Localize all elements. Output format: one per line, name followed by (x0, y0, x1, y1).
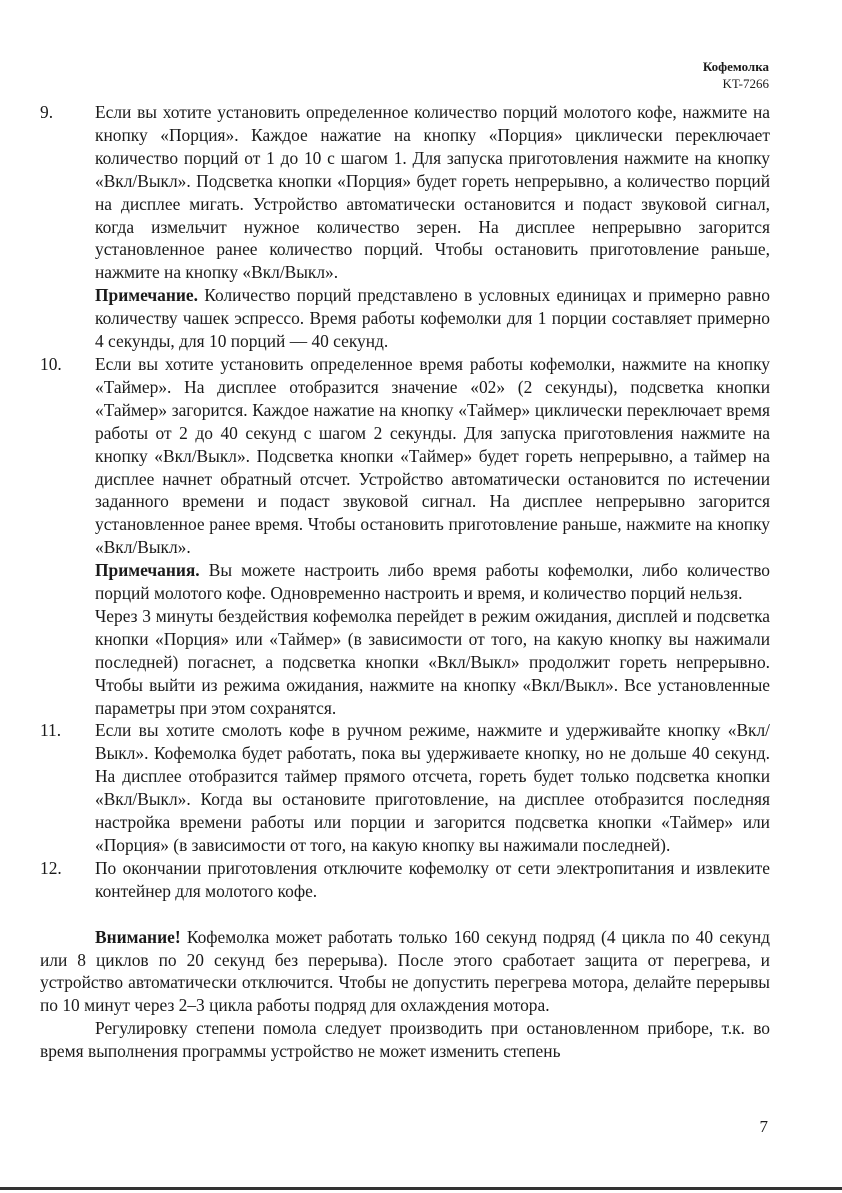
step-text: Если вы хотите установить определенное количество порций молотого кофе, нажмите на кнопку «Порция». Каждое нажатие на кнопку «Порция» циклически переключает количество порций от 1 до 10 с шагом 1. Для запуска приготовления нажмите на кнопку «Вкл/Выкл». Подсветка кнопки «Порция» будет гореть непрерывно, а количество порций на дисплее мигать. Устройство автоматически остановится и подаст звуковой сигнал, когда измельчит нужное количество зерен. На дисплее непрерывно загорится установленное ранее количество порций. Чтобы остановить приготовление раньше, нажмите на кнопку «Вкл/Выкл». (95, 102, 770, 283)
note-title: Примечания. (95, 560, 200, 581)
warning-title: Внимание! (95, 926, 181, 947)
step-extra-text: Через 3 минуты бездействия кофемолка перейдет в режим ожидания, дисплей и подсветка кнопки «Порция» или «Таймер» (в зависимости от того, на какую кнопку вы нажимали последней) погаснет, а подсветка кнопки «Вкл/Выкл» продолжит гореть непрерывно. Чтобы выйти из режима ожидания, нажмите на кнопку «Вкл/Выкл». Все установленные параметры при этом сохранятся. (95, 605, 770, 718)
step-text: Если вы хотите установить определенное время работы кофемолки, нажмите на кнопку «Таймер». На дисплее отобразится значение «02» (2 секунды), подсветка кнопки «Таймер» загорится. Каждое нажатие на кнопку «Таймер» циклически переключает время работы от 2 до 40 секунд с шагом 2 секунды. Для запуска приготовления нажмите на кнопку «Вкл/Выкл». Подсветка кнопки «Таймер» будет гореть непрерывно, а таймер на дисплее начнет обратный отсчет. Устройство автоматически остановится по истечении заданного времени и подаст звуковой сигнал. На дисплее непрерывно загорится установленное ранее время. Чтобы остановить приготовление раньше, нажмите на кнопку «Вкл/Выкл». (95, 353, 770, 558)
step-number: 9. (40, 102, 54, 122)
note-title: Примечание. (95, 285, 198, 306)
step-text: По окончании приготовления отключите кофемолку от сети электропитания и извлеките контейнер для молотого кофе. (95, 857, 770, 901)
warning-text: Кофемолка может работать только 160 секунд подряд (4 цикла по 40 секунд или 8 циклов по 20 секунд без перерыва). После этого сработает защита от перегрева, и устройство автоматически отключится. Чтобы не допустить перегрева мотора, делайте перерывы по 10 минут через 2–3 цикла работы подряд для охлаждения мотора. (40, 926, 770, 1016)
step-note (95, 559, 770, 605)
bottom-divider (0, 1187, 842, 1190)
step-number: 12. (40, 857, 62, 878)
step-9 (40, 101, 770, 353)
page-number: 7 (759, 1117, 768, 1136)
instruction-steps (40, 101, 770, 903)
note-text: Количество порций представлено в условных единицах и примерно равно количеству чашек эспрессо. Время работы кофемолки для 1 порции составляет примерно 4 секунды, для 10 порций — 40 секунд. (95, 285, 770, 352)
note-text: Вы можете настроить либо время работы кофемолки, либо количество порций молотого кофе. Одновременно настроить и время, и количество порций нельзя. (95, 560, 770, 604)
warning-paragraph (40, 926, 770, 1018)
page-content (40, 101, 770, 1063)
step-10 (40, 353, 770, 720)
step-12 (40, 857, 770, 903)
warning-block (40, 926, 770, 1063)
final-paragraph: Регулировку степени помола следует производить при остановленном приборе, т.к. во время выполнения программы устройство не может изменить степень (40, 1018, 770, 1062)
step-11 (40, 719, 770, 856)
header-brand: Кофемолка (702, 59, 769, 74)
step-number: 11. (40, 720, 62, 741)
step-number: 10. (40, 353, 62, 374)
page-header (703, 58, 769, 92)
step-text: Если вы хотите смолоть кофе в ручном режиме, нажмите и удерживайте кнопку «Вкл/Выкл». Кофемолка будет работать, пока вы удерживаете кнопку, но не дольше 40 секунд. На дисплее отобразится таймер прямого отсчета, гореть будет только подсветка кнопки «Вкл/Выкл». Когда вы остановите приготовление, на дисплее отобразится последняя настройка времени работы или порции и загорится подсветка кнопки «Таймер» или «Порция» (в зависимости от того, на какую кнопку вы нажимали последней). (95, 720, 770, 855)
step-note (95, 284, 770, 353)
header-model: KT-7266 (722, 76, 769, 91)
